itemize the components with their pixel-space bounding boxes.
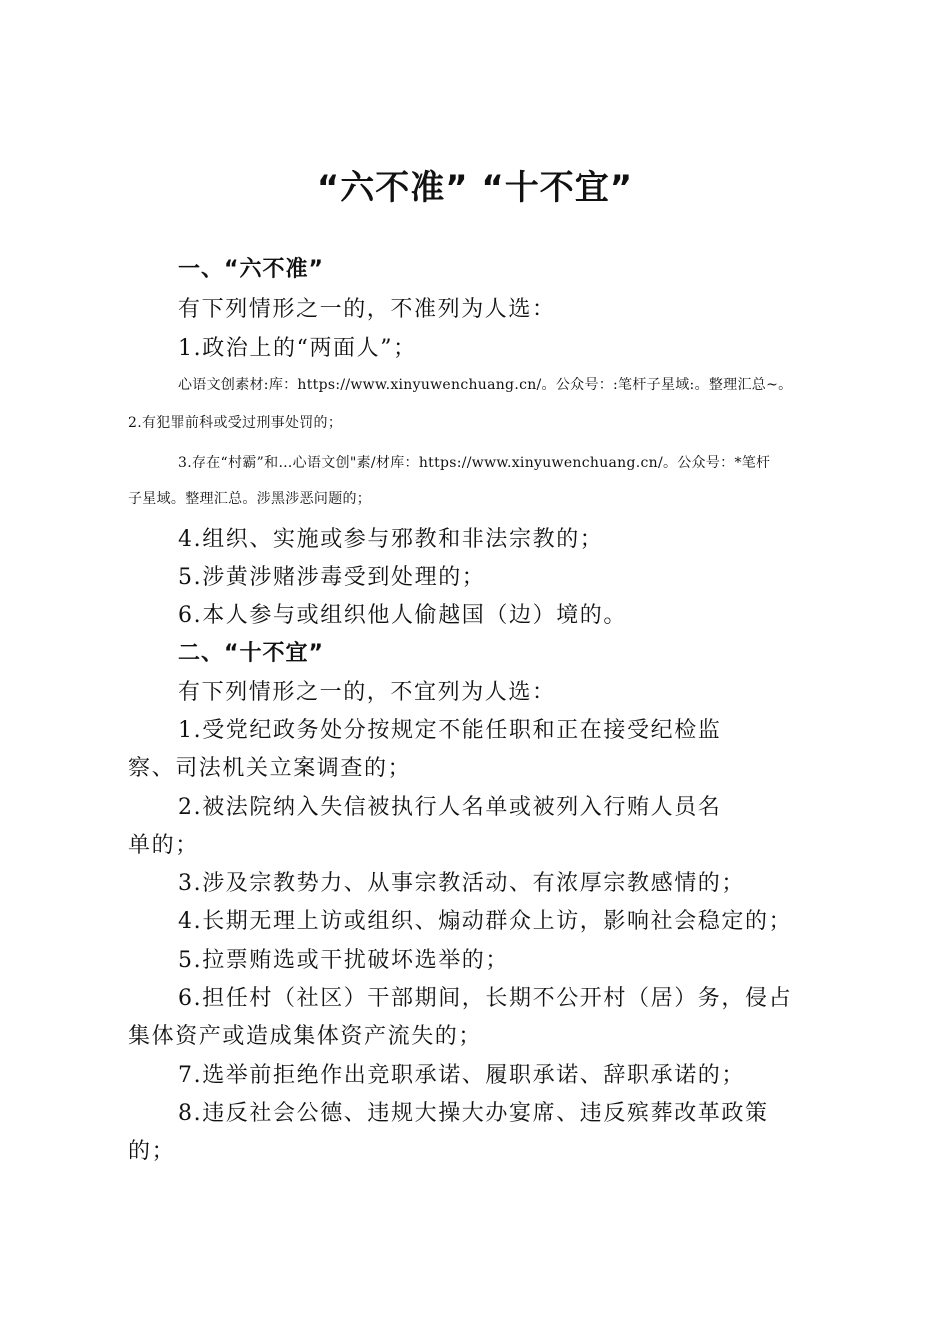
section2-item-7: 7.选举前拒绝作出竞职承诺、履职承诺、辞职承诺的； [178,1063,745,1088]
section1-item-4: 4.组织、实施或参与邪教和非法宗教的； [178,527,604,552]
section2-intro: 有下列情形之一的，不宜列为人选： [178,680,556,705]
section1-item-5: 5.涉黄涉赌涉毒受到处理的； [178,565,486,590]
section2-item-8-line2: 的； [128,1139,176,1164]
section2-item-5: 5.拉票贿选或干扰破坏选举的； [178,948,509,973]
section2-item-2-line2: 单的； [128,833,199,858]
section2-item-2-line1: 2.被法院纳入失信被执行人名单或被列入行贿人员名 [178,795,722,820]
section1-item-3-line2: 子星域。整理汇总。涉黑涉恶问题的； [128,491,372,507]
section2-item-8-line1: 8.违反社会公德、违规大操大办宴席、违反殡葬改革政策 [178,1101,769,1126]
section2-item-6-line2: 集体资产或造成集体资产流失的； [128,1024,483,1049]
section1-intro: 有下列情形之一的，不准列为人选： [178,297,556,322]
section2-item-6-line1: 6.担任村（社区）干部期间，长期不公开村（居）务，侵占 [178,986,793,1011]
section1-item-1: 1.政治上的“两面人”； [178,336,417,361]
section2-item-1-line1: 1.受党纪政务处分按规定不能任职和正在接受纪检监 [178,718,722,743]
section1-heading: 一、“六不准” [178,257,324,282]
section2-item-3: 3.涉及宗教势力、从事宗教活动、有浓厚宗教感情的； [178,871,745,896]
section2-item-4: 4.长期无理上访或组织、煽动群众上访，影响社会稳定的； [178,909,793,934]
section1-note-1: 心语文创素材:库：https://www.xinyuwenchuang.cn/。公众号：:笔杆子星域:。整理汇总~。 [178,377,793,393]
section2-heading: 二、“十不宜” [178,641,324,666]
section1-item-6: 6.本人参与或组织他人偷越国（边）境的。 [178,603,627,628]
document-title: “六不准” “十不宜” [316,168,634,208]
section1-item-3-line1: 3.存在“村霸”和…心语文创"素/材库：https://www.xinyuwenchuang.cn/。公众号：*笔杆 [178,455,771,471]
section1-item-2: 2.有犯罪前科或受过刑事处罚的； [128,415,343,431]
section2-item-1-line2: 察、司法机关立案调查的； [128,756,412,781]
